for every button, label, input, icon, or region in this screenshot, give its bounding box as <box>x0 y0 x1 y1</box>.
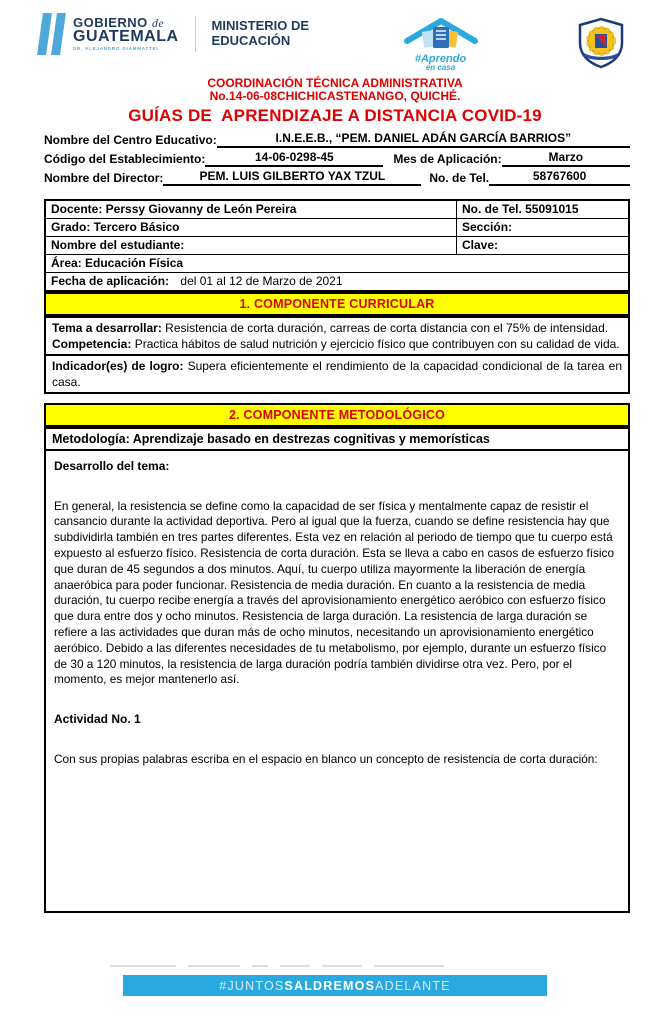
desarrollo-cell <box>46 451 628 911</box>
codigo-value[interactable]: 14-06-0298-45 <box>205 150 383 167</box>
aprendo-logo-text: #Aprendo en casa <box>414 53 467 73</box>
ministerio-educacion-text: MINISTERIO DE EDUCACIÓN <box>211 18 310 48</box>
fecha-value: del 01 al 12 de Marzo de 2021 <box>180 273 343 288</box>
gov-word-de: de <box>151 16 165 31</box>
curricular-box <box>44 316 630 394</box>
centro-value[interactable]: I.N.E.E.B., “PEM. DANIEL ADÁN GARCÍA BARRIOS” <box>217 131 630 148</box>
aprendo-house-icon <box>399 15 483 49</box>
footer-hashtag-prefix: #JUNTOS <box>219 978 285 993</box>
tema-label: Tema a desarrollar: <box>52 320 162 335</box>
field-codigo-mes <box>44 150 630 167</box>
director-label: Nombre del Director: <box>44 170 164 185</box>
header <box>40 13 630 71</box>
gobierno-logo-text <box>73 16 179 52</box>
field-centro-educativo <box>44 131 630 148</box>
table-row <box>46 255 628 273</box>
table-row <box>46 273 628 290</box>
estudiante-cell[interactable]: Nombre del estudiante: <box>51 237 185 252</box>
footer-hashtag-bold: SALDREMOS <box>284 978 376 993</box>
metodologia-row: Metodología: Aprendizaje basado en destrezas cognitivas y memorísticas <box>46 429 628 451</box>
centro-label: Nombre del Centro Educativo: <box>44 132 217 147</box>
indicador-paragraph: Indicador(es) de logro: Supera eficientemente el rendimiento de la capacidad condicional de la tarea en casa. <box>52 358 622 389</box>
coordination-line-2: No.14-06-08CHICHICASTENANGO, QUICHÉ. <box>209 89 461 104</box>
clave-cell[interactable]: Clave: <box>456 237 628 254</box>
fecha-cell <box>46 273 628 290</box>
logo-divider <box>195 16 196 52</box>
tel-label: No. de Tel. <box>429 170 490 185</box>
grado-cell: Grado: Tercero Básico <box>51 219 180 234</box>
docente-tel-cell: No. de Tel. 55091015 <box>456 201 628 218</box>
seccion-cell[interactable]: Sección: <box>456 219 628 236</box>
competencia-paragraph: Competencia: Practica hábitos de salud nutrición y ejercicio físico que contribuyen con su calidad de vida. <box>52 336 620 351</box>
docente-cell: Docente: Perssy Giovanny de León Pereira <box>51 201 297 216</box>
gov-subtitle: DR. ALEJANDRO GIAMMATTEI <box>73 46 159 52</box>
guatemala-flag-bars-icon <box>40 13 63 55</box>
fecha-label: Fecha de aplicación: <box>51 273 170 288</box>
tema-competencia-cell <box>46 318 628 356</box>
table-row <box>46 201 628 219</box>
desarrollo-label: Desarrollo del tema: <box>54 458 170 473</box>
teacher-info-table <box>44 199 630 292</box>
indicador-label: Indicador(es) de logro: <box>52 358 184 373</box>
gov-word2: GUATEMALA <box>73 28 179 46</box>
director-value[interactable]: PEM. LUIS GILBERTO YAX TZUL <box>163 169 421 186</box>
school-crest-logo <box>572 17 630 76</box>
field-director-tel <box>44 169 630 186</box>
banner-componente-curricular: 1. COMPONENTE CURRICULAR <box>44 292 630 316</box>
mes-value[interactable]: Marzo <box>502 150 630 167</box>
gov-word1: GOBIERNO <box>73 15 148 31</box>
info-fields <box>44 131 630 186</box>
actividad-label: Actividad No. 1 <box>54 712 141 727</box>
area-cell: Área: Educación Física <box>51 255 184 270</box>
tel-value[interactable]: 58767600 <box>489 169 630 186</box>
tema-paragraph: Tema a desarrollar: Resistencia de corta duración, carreas de corta distancia con el 75% de intensidad. <box>52 320 609 335</box>
codigo-label: Código del Establecimiento: <box>44 151 206 166</box>
actividad-text: Con sus propias palabras escriba en el espacio en blanco un concepto de resistencia de corta duración: <box>54 752 598 767</box>
desarrollo-body: En general, la resistencia se define como la capacidad de ser física y mentalmente capaz de resistir el cansancio durante la actividad deportiva. Pero al igual que la fuerza, cuando se define resistencia hay que subdividirla también en tres partes diferentes. Esta vez en relación al periodo de tiempo que tu cuerpo está expuesto al esfuerzo físico. Resistencia de corta duración. Esta se lleva a cabo en casos de esfuerzo físico que duran de 45 segundos a dos minutos. Aquí, tu cuerpo utiliza mayormente la liberación de energía anaeróbica para poder funcionar. Resistencia de media duración. En cuanto a la resistencia de media duración, tu cuerpo recibe energía a través del aprovisionamiento energético aeróbico con esfuerzo físico que dura entre dos y ocho minutos. Resistencia de larga duración. La resistencia de larga duración se refiere a las actividades que duran más de ocho minutos, necesitando un aprovisionamiento energético aeróbico. Debido a las diferentes necesidades de tu metabolismo, por ejemplo, durante un esfuerzo físico de 30 a 120 minutos, la resistencia de larga duración podría también dividirse otra vez. Pero, por el momento, es mejor mantenerlo así. <box>54 498 615 687</box>
metodologico-box <box>44 427 630 913</box>
school-crest-icon <box>572 17 630 71</box>
faint-footer-line <box>110 965 444 968</box>
footer-hashtag-suffix: ADELANTE <box>375 978 451 993</box>
aprendo-en-casa-logo <box>391 15 491 72</box>
indicador-cell <box>46 356 628 392</box>
gobierno-guatemala-logo <box>40 13 309 55</box>
competencia-label: Competencia: <box>52 336 132 351</box>
table-row <box>46 237 628 255</box>
mes-label: Mes de Aplicación: <box>393 151 502 166</box>
page-title: GUÍAS DE APRENDIZAJE A DISTANCIA COVID-19 <box>128 105 542 125</box>
footer-hashtag-bar <box>123 975 547 996</box>
banner-componente-metodologico: 2. COMPONENTE METODOLÓGICO <box>44 403 630 427</box>
coordination-line-1: COORDINACIÓN TÉCNICA ADMINISTRATIVA <box>207 76 463 90</box>
table-row <box>46 219 628 237</box>
